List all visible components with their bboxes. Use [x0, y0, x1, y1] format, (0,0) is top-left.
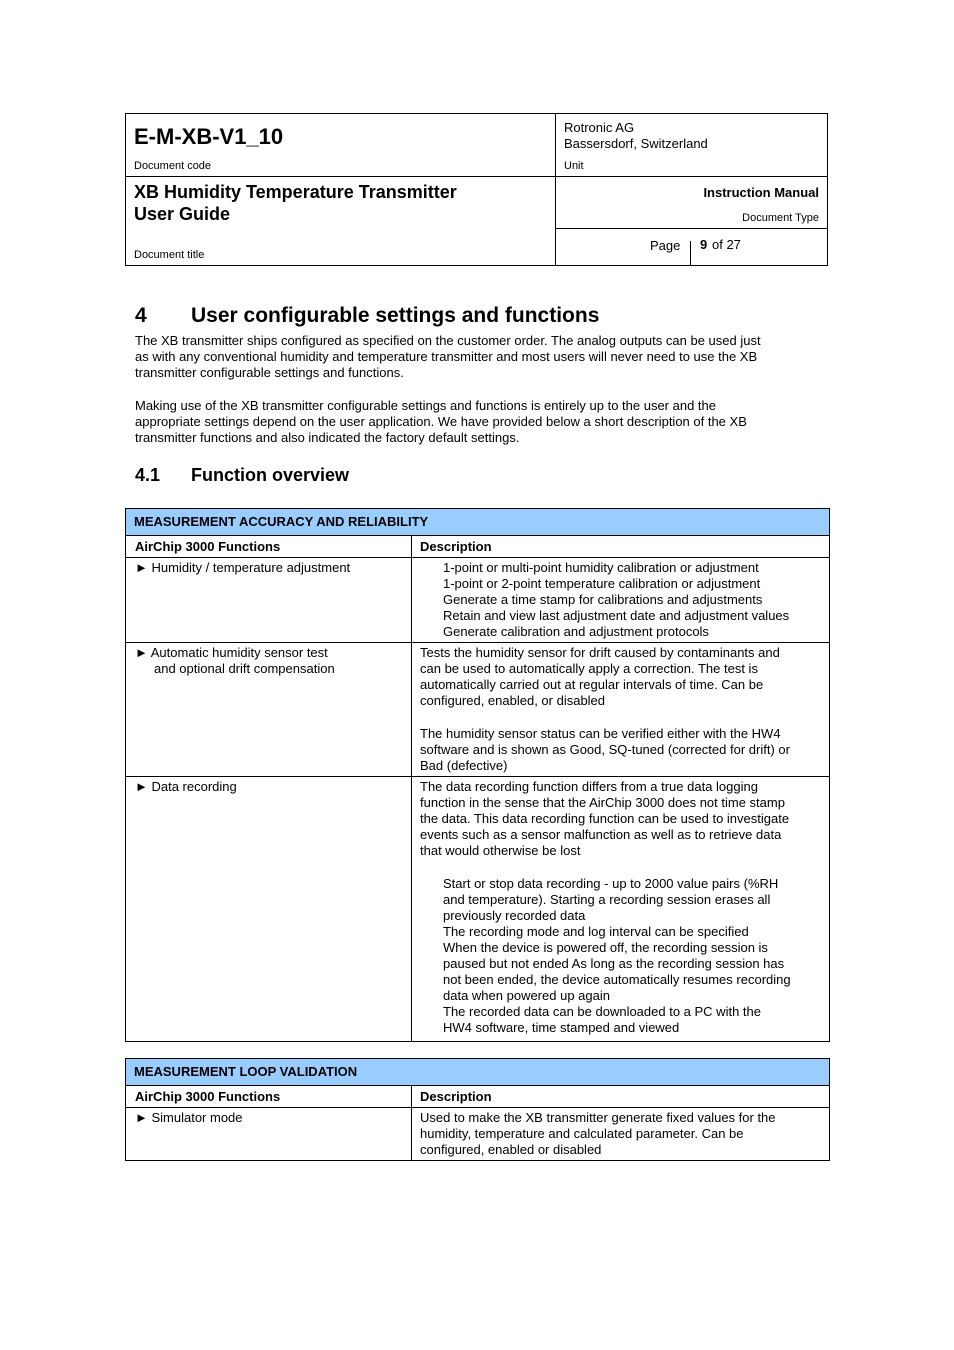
page-of: of 27 — [712, 237, 741, 252]
description-line: that would otherwise be lost — [420, 843, 581, 858]
table-heading: MEASUREMENT LOOP VALIDATION — [126, 1059, 829, 1086]
column-header-description: Description — [420, 539, 492, 554]
table-header-row — [126, 536, 829, 558]
list-item: Retain and view last adjustment date and adjustment values — [443, 608, 790, 623]
description-line: software and is shown as Good, SQ-tuned (corrected for drift) or — [420, 742, 790, 757]
document-header — [125, 113, 828, 266]
list-item: paused but not ended As long as the recording session has — [443, 956, 785, 971]
function-cell — [126, 777, 412, 1041]
paragraph-line: Making use of the XB transmitter configurable settings and functions is entirely up to the user and the — [135, 398, 716, 413]
company-location: Bassersdorf, Switzerland — [564, 136, 708, 151]
description-line: humidity, temperature and calculated parameter. Can be — [420, 1126, 744, 1141]
table-header-row — [126, 1086, 829, 1108]
column-header-functions: AirChip 3000 Functions — [126, 1086, 412, 1107]
company-name: Rotronic AG — [564, 120, 635, 135]
function-name-continued: and optional drift compensation — [154, 661, 335, 676]
function-cell — [126, 1108, 412, 1160]
list-item: 1-point or 2-point temperature calibration or adjustment — [443, 576, 761, 591]
function-cell — [126, 558, 412, 642]
paragraph-line: transmitter functions and also indicated the factory default settings. — [135, 430, 520, 445]
section-paragraph-2 — [135, 398, 747, 446]
header-divider-vertical — [555, 113, 556, 266]
list-item: data when powered up again — [443, 988, 610, 1003]
paragraph-line: appropriate settings depend on the user application. We have provided below a short description of the XB — [135, 414, 747, 429]
header-divider-right — [555, 228, 828, 229]
table-heading: MEASUREMENT ACCURACY AND RELIABILITY — [126, 509, 829, 536]
list-item: Generate a time stamp for calibrations and adjustments — [443, 592, 763, 607]
document-code: E-M-XB-V1_10 — [134, 124, 284, 149]
description-line: configured, enabled or disabled — [420, 1142, 602, 1157]
list-item: and temperature). Starting a recording session erases all — [443, 892, 771, 907]
function-table-accuracy — [125, 508, 830, 1042]
list-item: previously recorded data — [443, 908, 586, 923]
description-line: function in the sense that the AirChip 3000 does not time stamp — [420, 795, 785, 810]
description-line: Used to make the XB transmitter generate fixed values for the — [420, 1110, 776, 1125]
description-line: the data. This data recording function can be used to investigate — [420, 811, 790, 826]
list-item: 1-point or multi-point humidity calibration or adjustment — [443, 560, 759, 575]
table-row — [126, 777, 829, 1041]
section-paragraph-1 — [135, 333, 761, 381]
document-code-label: Document code — [134, 160, 212, 172]
document-type: Instruction Manual — [703, 185, 819, 200]
unit-label: Unit — [564, 160, 584, 172]
paragraph-line: The XB transmitter ships configured as specified on the customer order. The analog outputs can be used just — [135, 333, 761, 348]
subsection-number: 4.1 — [135, 465, 161, 485]
description-line: Tests the humidity sensor for drift caused by contaminants and — [420, 645, 780, 660]
description-line: can be used to automatically apply a correction. The test is — [420, 661, 758, 676]
document-title-line1: XB Humidity Temperature Transmitter — [134, 182, 457, 202]
function-cell — [126, 643, 412, 776]
description-line: The data recording function differs from a true data logging — [420, 779, 758, 794]
paragraph-line: transmitter configurable settings and functions. — [135, 365, 404, 380]
list-item: When the device is powered off, the recording session is — [443, 940, 768, 955]
document-type-label: Document Type — [742, 212, 819, 224]
description-line: automatically carried out at regular intervals of time. Can be — [420, 677, 764, 692]
description-line: configured, enabled, or disabled — [420, 693, 606, 708]
document-title-label: Document title — [134, 249, 205, 261]
function-name: ► Humidity / temperature adjustment — [135, 560, 351, 575]
description-line: Bad (defective) — [420, 758, 508, 773]
function-name: ► Automatic humidity sensor test — [135, 645, 328, 660]
section-number: 4 — [135, 304, 147, 327]
header-divider-page — [690, 241, 691, 266]
description-cell — [412, 1108, 829, 1158]
function-name: ► Simulator mode — [135, 1110, 243, 1125]
description-line: The humidity sensor status can be verified either with the HW4 — [420, 726, 781, 741]
section-title: User configurable settings and functions — [191, 304, 600, 327]
description-cell — [412, 777, 829, 1036]
page-number: 9 — [700, 237, 708, 252]
list-item: The recorded data can be downloaded to a PC with the — [443, 1004, 761, 1019]
description-cell — [412, 558, 829, 640]
document-title-line2: User Guide — [134, 204, 231, 224]
list-item: not been ended, the device automatically resumes recording — [443, 972, 791, 987]
header-divider-horizontal — [125, 176, 828, 177]
function-table-loop-validation — [125, 1058, 830, 1161]
table-row — [126, 1108, 829, 1160]
column-header-description: Description — [420, 1089, 492, 1104]
column-header-functions: AirChip 3000 Functions — [126, 536, 412, 557]
list-item: The recording mode and log interval can be specified — [443, 924, 749, 939]
table-row — [126, 558, 829, 643]
page-label: Page — [650, 238, 681, 253]
description-line: events such as a sensor malfunction as well as to retrieve data — [420, 827, 782, 842]
subsection-title: Function overview — [191, 465, 350, 485]
list-item: Generate calibration and adjustment protocols — [443, 624, 709, 639]
list-item: HW4 software, time stamped and viewed — [443, 1020, 680, 1035]
function-name: ► Data recording — [135, 779, 237, 794]
description-cell — [412, 643, 829, 774]
table-row — [126, 643, 829, 777]
paragraph-line: as with any conventional humidity and temperature transmitter and most users will never need to use the XB — [135, 349, 758, 364]
list-item: Start or stop data recording - up to 2000 value pairs (%RH — [443, 876, 779, 891]
